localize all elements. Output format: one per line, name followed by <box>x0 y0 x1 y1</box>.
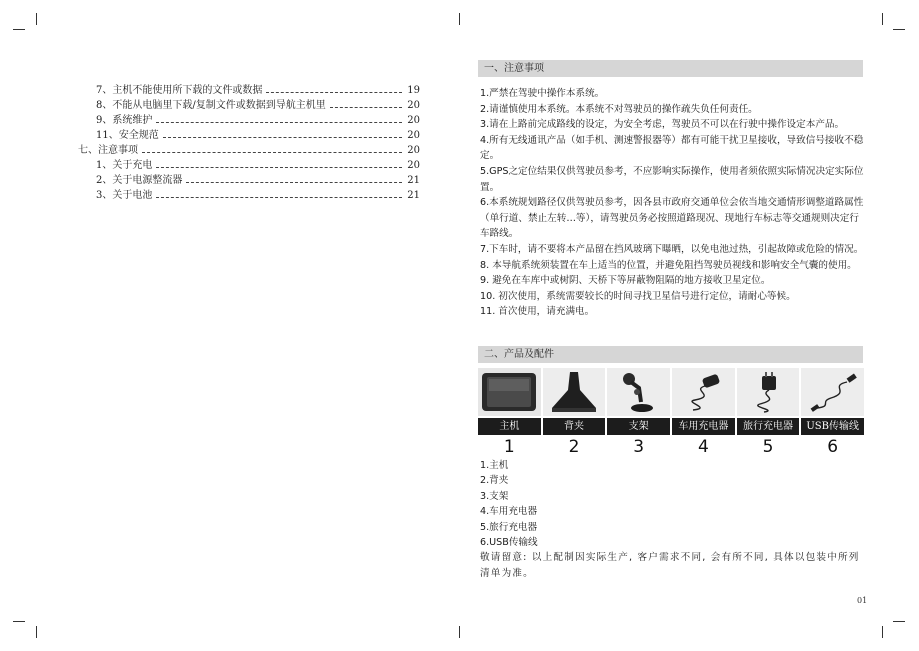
toc-leader <box>330 106 402 108</box>
product-list-item: 5.旅行充电器 <box>480 521 538 533</box>
section-heading-products: 二、产品及配件 <box>478 346 863 363</box>
product-number: 2 <box>568 437 580 457</box>
toc-page: 20 <box>407 160 420 171</box>
product-number: 3 <box>633 437 645 457</box>
crop-mark <box>882 626 883 638</box>
toc-leader <box>266 91 402 93</box>
product-list-item: 4.车用充电器 <box>480 506 538 518</box>
toc-entry[interactable] <box>78 126 420 141</box>
product-label: 支架 <box>607 418 670 435</box>
product-list-item: 6.USB传输线 <box>480 537 538 549</box>
product-images <box>478 368 864 416</box>
product-label: USB传输线 <box>801 418 864 435</box>
note-item: 9. 避免在车库中或树阴、天桥下等屏蔽物阻隔的地方接收卫星定位。 <box>480 275 771 287</box>
suction-mount-icon <box>607 368 670 416</box>
toc-leader <box>186 181 402 183</box>
product-strip <box>478 368 864 458</box>
toc-label: 2、关于电源整流器 <box>96 175 183 186</box>
toc-entry[interactable] <box>78 81 420 96</box>
toc-entry[interactable] <box>78 141 420 156</box>
table-of-contents <box>78 81 420 201</box>
usb-cable-icon <box>801 368 864 416</box>
product-number: 4 <box>697 437 709 457</box>
travel-charger-icon <box>737 368 800 416</box>
product-number: 5 <box>762 437 774 457</box>
toc-entry[interactable] <box>78 186 420 201</box>
crop-mark <box>893 621 905 622</box>
toc-entry[interactable] <box>78 96 420 111</box>
crop-mark <box>13 621 25 622</box>
crop-mark <box>36 626 37 638</box>
toc-label: 1、关于充电 <box>96 160 153 171</box>
crop-mark <box>459 626 460 638</box>
note-item: 1.严禁在驾驶中操作本系统。 <box>480 88 605 99</box>
product-number: 6 <box>827 437 839 457</box>
product-list-item: 2.背夹 <box>480 475 509 487</box>
note-item: 10. 初次使用，系统需要较长的时间寻找卫星信号进行定位，请耐心等候。 <box>480 290 796 302</box>
back-clip-icon <box>543 368 606 416</box>
toc-label: 3、关于电池 <box>96 190 153 201</box>
car-charger-icon <box>672 368 735 416</box>
crop-mark <box>459 13 460 25</box>
toc-leader <box>163 136 402 138</box>
toc-entry[interactable] <box>78 156 420 171</box>
note-item: 8. 本导航系统须装置在车上适当的位置，并避免阻挡驾驶员视线和影响安全气囊的使用。 <box>480 259 857 271</box>
toc-label: 11、安全规范 <box>96 130 159 141</box>
product-list-item: 1.主机 <box>480 460 509 471</box>
product-list <box>480 458 864 581</box>
toc-page: 20 <box>407 100 420 111</box>
product-label: 主机 <box>478 418 541 435</box>
gps-unit-icon <box>478 368 541 416</box>
note-item: 11. 首次使用，请充满电。 <box>480 306 595 318</box>
product-label: 旅行充电器 <box>737 418 800 435</box>
toc-entry[interactable] <box>78 171 420 186</box>
crop-mark <box>882 13 883 25</box>
toc-label: 9、系统维护 <box>96 115 153 126</box>
crop-mark <box>13 29 25 30</box>
toc-leader <box>156 121 402 123</box>
note-item: 3.请在上路前完成路线的设定，为安全考虑，驾驶员不可以在行驶中操作设定本产品。 <box>480 119 845 131</box>
product-label: 背夹 <box>543 418 606 435</box>
toc-label: 7、主机不能使用所下载的文件或数据 <box>96 85 263 96</box>
note-item: 7.下车时，请不要将本产品留在挡风玻璃下曝晒，以免电池过热，引起故障或危险的情况。 <box>480 243 864 255</box>
toc-label: 8、不能从电脑里下载/复制文件或数据到导航主机里 <box>96 100 326 111</box>
note-item: 4.所有无线通讯产品（如手机、测速警报器等）都有可能干扰卫星接收，导致信号接收不稳定。 <box>480 134 864 162</box>
toc-leader <box>156 166 402 168</box>
notice-text: 敬请留意: 以上配制因实际生产, 客户需求不同, 会有所不同, 具体以包装中所列清单为准。 <box>480 552 860 579</box>
toc-leader <box>156 196 402 198</box>
section-heading-notes: 一、注意事项 <box>478 60 863 77</box>
toc-page: 21 <box>407 175 420 186</box>
note-item: 5.GPS之定位结果仅供驾驶员参考，不应影响实际操作，使用者须依照实际情况决定实际位置。 <box>480 165 864 193</box>
toc-page: 19 <box>407 85 420 96</box>
toc-page: 20 <box>407 115 420 126</box>
crop-mark <box>893 29 905 30</box>
product-numbers <box>478 436 864 458</box>
note-item: 2.请谨慎使用本系统。本系统不对驾驶员的操作疏失负任何责任。 <box>480 103 758 115</box>
notes-list <box>480 86 864 320</box>
toc-page: 20 <box>407 145 420 156</box>
toc-leader <box>142 151 402 153</box>
page-number: 01 <box>857 596 868 605</box>
toc-page: 20 <box>407 130 420 141</box>
note-item: 6.本系统规划路径仅供驾驶员参考，因各县市政府交通单位会依当地交通情形调整道路属性（单行道、禁止左转…等），请驾驶员务必按照道路现况、现地行车标志等交通规则决定行车路线。 <box>480 197 864 240</box>
product-label: 车用充电器 <box>672 418 735 435</box>
toc-label: 七、注意事项 <box>78 145 138 156</box>
toc-entry[interactable] <box>78 111 420 126</box>
product-labels <box>478 418 864 435</box>
product-list-item: 3.支架 <box>480 490 509 502</box>
product-number: 1 <box>503 437 515 457</box>
crop-mark <box>36 13 37 25</box>
toc-page: 21 <box>407 190 420 201</box>
